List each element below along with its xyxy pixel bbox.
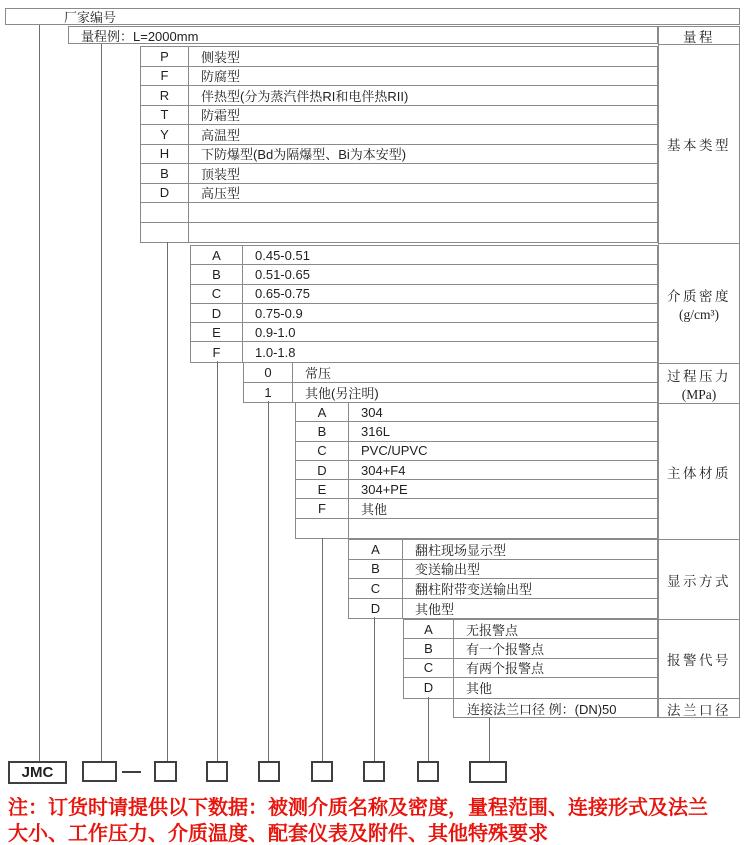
section-alarm-code [403,619,658,699]
table-row [141,47,657,67]
code-cell: 0 [244,363,293,382]
category-flange-size: 法兰口径 [667,703,731,718]
table-row [141,184,657,204]
code-cell: C [349,579,403,598]
code-cell: Y [141,125,189,144]
description-cell: 其他型 [415,601,455,617]
table-row [349,540,657,560]
table-row [141,145,657,165]
connector-line [101,44,102,761]
code-cell: D [349,599,403,619]
connector-line [167,242,168,761]
model-code-box-range [82,761,117,782]
model-code-box-material [311,761,333,782]
category-medium-density: 介质密度 (g/cm³) [659,244,739,364]
description-cell: 0.9-1.0 [255,324,296,340]
category-body-material: 主体材质 [659,404,739,540]
description-cell [349,519,657,538]
table-row [141,86,657,106]
description-cell: 其他(另注明) [305,385,379,401]
model-code-box-type [154,761,177,782]
description-cell [189,203,657,222]
section-basic-type [140,46,658,243]
table-row [296,422,657,441]
description-cell: 顶装型 [201,166,241,182]
flange-size-label: 连接法兰口径 例：(DN)50 [467,701,617,717]
section-process-pressure [243,362,658,403]
code-cell: C [296,442,349,460]
table-row [191,265,657,284]
description-cell: 侧装型 [201,49,241,65]
ordering-note [8,795,748,845]
code-cell: B [404,639,454,657]
code-cell: D [404,678,454,697]
table-row [141,125,657,145]
ordering-note-line2: 大小、工作压力、介质温度、配套仪表及附件、其他特殊要求 [8,823,548,845]
table-row [404,678,657,697]
table-row [141,164,657,184]
code-cell: D [296,461,349,479]
code-cell: D [191,304,243,322]
category-alarm-code: 报警代号 [659,620,739,699]
code-cell: B [141,164,189,183]
range-example-label: 量程例：L=2000mm [81,28,199,44]
description-cell: 高压型 [201,186,241,202]
model-code-box-alarm [417,761,439,782]
category-basic-type: 基本类型 [659,45,739,244]
code-cell: P [141,47,189,66]
table-row [191,285,657,304]
connector-line [322,538,323,761]
flange-size-row [453,698,658,718]
code-cell: F [191,342,243,361]
table-row [191,342,657,361]
code-cell: A [191,246,243,264]
description-cell: 其他 [466,681,493,697]
table-row [296,480,657,499]
code-cell [296,519,349,538]
code-cell: C [404,659,454,677]
model-prefix-box: JMC [8,761,67,784]
description-cell: 316L [361,423,390,439]
category-column [658,26,740,718]
code-cell: D [141,184,189,203]
category-display-mode: 显示方式 [659,540,739,620]
table-row [141,67,657,87]
description-cell: PVC/UPVC [361,443,428,459]
dash-separator [122,771,141,773]
description-cell: 304 [361,404,383,420]
description-cell: 有两个报警点 [466,661,545,677]
connector-line [428,697,429,761]
connector-line [268,401,269,761]
table-row [141,203,657,223]
description-cell: 0.51-0.65 [255,266,310,282]
manufacturer-code-label: 厂家编号 [64,10,117,25]
description-cell: 无报警点 [466,622,519,638]
section-medium-density [190,245,658,363]
table-row [349,579,657,599]
description-cell: 常压 [305,365,332,381]
code-cell: E [296,480,349,498]
table-row [296,499,657,518]
description-cell: 304+F4 [361,462,406,478]
table-row [244,383,657,403]
code-cell: A [349,540,403,559]
table-row [349,599,657,619]
table-row [191,246,657,265]
code-cell: F [296,499,349,517]
code-cell: B [191,265,243,283]
description-cell: 高温型 [201,127,241,143]
table-row [191,304,657,323]
code-cell [141,223,189,243]
description-cell: 有一个报警点 [466,642,545,658]
description-cell: 伴热型(分为蒸汽伴热RI和电伴热RII) [201,88,409,104]
manufacturer-code-row [5,8,740,25]
connector-line [374,617,375,761]
description-cell: 翻柱附带变送输出型 [415,581,533,597]
ordering-note-line1: 注：订货时请提供以下数据：被测介质名称及密度，量程范围、连接形式及法兰 [8,797,708,819]
connector-line [39,25,40,761]
description-cell: 其他 [361,502,388,518]
section-display-mode [348,539,658,619]
category-range: 量程 [659,27,739,45]
description-cell: 下防爆型(Bd为隔爆型、Bi为本安型) [201,147,407,163]
description-cell: 0.75-0.9 [255,305,303,321]
code-cell: C [191,285,243,303]
table-row [296,461,657,480]
table-row [296,403,657,422]
table-row [141,223,657,243]
table-row [191,323,657,342]
description-cell: 0.45-0.51 [255,247,310,263]
table-row [296,442,657,461]
table-row [404,659,657,678]
code-cell: 1 [244,383,293,403]
table-row [244,363,657,383]
code-cell: B [296,422,349,440]
code-cell: H [141,145,189,164]
table-row [404,620,657,639]
range-example-row [68,26,658,44]
description-cell: 304+PE [361,481,408,497]
model-code-box-display [363,761,385,782]
connector-line [489,718,490,761]
table-row [296,519,657,538]
code-cell: R [141,86,189,105]
code-cell: F [141,67,189,86]
description-cell: 变送输出型 [415,562,481,578]
description-cell [189,223,657,243]
description-cell: 防霜型 [201,108,241,124]
connector-line [217,361,218,761]
model-code-box-pressure [258,761,280,782]
description-cell: 防腐型 [201,69,241,85]
category-process-pressure: 过程压力 (MPa) [659,364,739,404]
table-row [349,560,657,580]
section-body-material [295,402,658,539]
code-cell: E [191,323,243,341]
code-cell: B [349,560,403,579]
description-cell: 0.65-0.75 [255,286,310,302]
code-cell: A [296,403,349,421]
model-code-box-density [206,761,228,782]
table-row [141,106,657,126]
description-cell: 1.0-1.8 [255,344,296,360]
code-cell: T [141,106,189,125]
table-row [404,639,657,658]
code-cell: A [404,620,454,638]
code-cell [141,203,189,222]
model-code-box-flange [469,761,507,783]
description-cell: 翻柱现场显示型 [415,542,507,558]
